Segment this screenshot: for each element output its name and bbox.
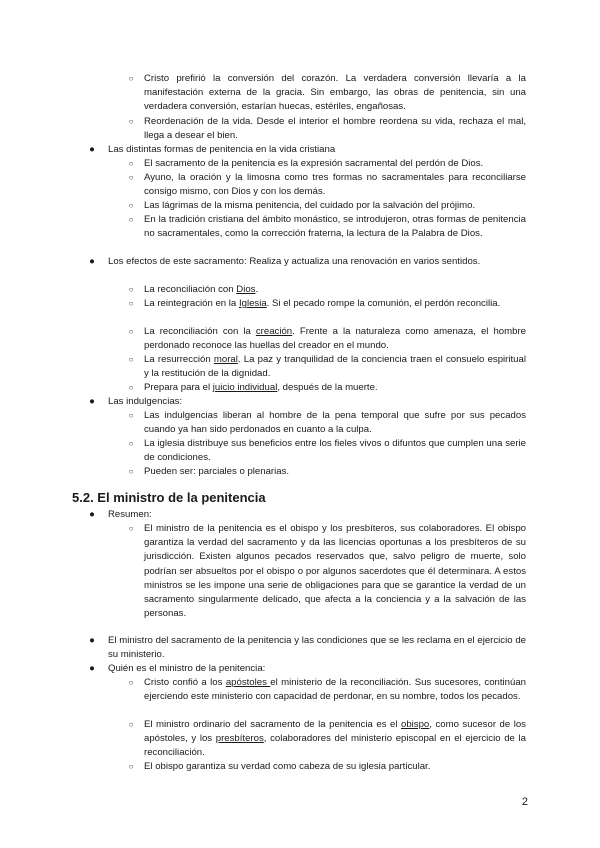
text-segment: , colaboradores del ministerio episcopal en el ejercicio de la reconciliación. [144, 733, 526, 759]
bullet-marker: ● [89, 509, 95, 520]
text-segment: . Frente a la naturaleza como amenaza, el hombre perdonado reconoce las huellas del creador en el mundo. [144, 326, 526, 352]
list-item-text [144, 718, 526, 761]
list-item-text: Los efectos de este sacramento: Realiza y actualiza una renovación en varios sentidos. [108, 256, 481, 267]
list-item-text [144, 325, 526, 353]
list-item-text: Pueden ser: parciales o plenarias. [144, 466, 290, 477]
bullet-marker: ○ [128, 355, 134, 364]
link-moral[interactable]: moral [213, 354, 238, 365]
bullet-marker: ○ [128, 74, 134, 83]
list-item-text [144, 353, 526, 381]
text-segment: el ministerio de la reconciliación. Sus sucesores, continúan ejerciendo este ministerio con capacidad de perdonar, en su nombre, todos los pecados. [144, 677, 527, 703]
text-segment: Cristo confió a los [144, 677, 226, 688]
bullet-marker: ○ [128, 439, 134, 448]
text-segment: Prepara para el [144, 382, 213, 393]
bullet-marker: ○ [128, 173, 134, 182]
bullet-marker: ○ [128, 159, 134, 168]
list-item-text: Resumen: [108, 509, 152, 520]
text-segment: , como sucesor de los apóstoles, y los [144, 719, 526, 745]
page-number: 2 [521, 796, 528, 808]
text-segment: La resurrección [144, 354, 214, 365]
bullet-marker: ● [89, 663, 95, 674]
bullet-marker: ● [89, 396, 95, 407]
bullet-marker: ● [89, 256, 95, 267]
link-presbiteros[interactable]: presbíteros [215, 733, 264, 745]
section-heading: 5.2. El ministro de la penitencia [72, 490, 266, 505]
link-iglesia[interactable]: Iglesia [238, 298, 267, 309]
list-item-text [144, 283, 526, 297]
text-segment: La reconciliación con [144, 284, 237, 295]
bullet-marker: ○ [128, 201, 134, 210]
link-creacion[interactable]: creación [255, 326, 293, 337]
link-apostoles[interactable]: apóstoles [225, 677, 271, 688]
text-segment: La reconciliación con la [144, 326, 256, 337]
bullet-marker: ○ [128, 285, 134, 294]
text-segment: . La paz y tranquilidad de la conciencia traen el consuelo espiritual y la restitución de la dignidad. [144, 354, 526, 380]
list-item-text: Las indulgencias liberan al hombre de la pena temporal que sufre por sus pecados cuando ya han sido perdonados en cuanto a la culpa. [144, 410, 526, 436]
bullet-marker: ○ [128, 299, 134, 308]
list-item-text: Las indulgencias: [108, 396, 183, 407]
bullet-marker: ○ [128, 411, 134, 420]
list-item-text: Quién es el ministro de la penitencia: [108, 663, 266, 674]
list-item-text: El ministro del sacramento de la penitencia y las condiciones que se les reclama en el ejercicio de su ministerio. [108, 635, 526, 661]
list-item-text: En la tradición cristiana del ámbito monástico, se introdujeron, otras formas de penitencia no sacramentales, como la corrección fraterna, la lectura de la Palabra de Dios. [144, 214, 526, 240]
bullet-marker: ● [89, 144, 95, 155]
bullet-marker: ● [89, 635, 95, 646]
bullet-marker: ○ [128, 215, 134, 224]
text-segment: . Si el pecado rompe la comunión, el perdón reconcilia. [266, 298, 501, 309]
bullet-marker: ○ [128, 720, 134, 729]
list-item-text [144, 676, 526, 704]
bullet-marker: ○ [128, 383, 134, 392]
list-item-text [144, 297, 526, 311]
list-item-text: Reordenación de la vida. Desde el interior el hombre reordena su vida, rechaza el mal, llega a desear el bien. [144, 116, 526, 142]
list-item-text: El sacramento de la penitencia es la expresión sacramental del perdón de Dios. [144, 158, 484, 169]
text-segment: La reintegración en la [144, 298, 239, 309]
bullet-marker: ○ [128, 762, 134, 771]
bullet-marker: ○ [128, 327, 134, 336]
bullet-marker: ○ [128, 117, 134, 126]
link-obispo[interactable]: obispo [400, 719, 430, 730]
list-item-text [144, 381, 526, 395]
bullet-marker: ○ [128, 467, 134, 476]
list-item-text: Las distintas formas de penitencia en la vida cristiana [108, 144, 336, 155]
text-segment: , después de la muerte. [277, 382, 378, 393]
list-item-text: El obispo garantiza su verdad como cabeza de su iglesia particular. [144, 761, 431, 772]
list-item-text: Ayuno, la oración y la limosna como tres formas no sacramentales para reconciliarse consigo mismo, con Dios y con los demás. [144, 172, 526, 198]
list-item-text: Cristo prefirió la conversión del corazón. La verdadera conversión llevaría a la manifestación externa de la gracia. Sin embargo, las obras de penitencia, sin una verdadera conversión, estarían huecas, estériles, engañosas. [144, 73, 526, 113]
list-item-text: El ministro de la penitencia es el obispo y los presbíteros, sus colaboradores. El obispo garantiza la verdad del sacramento y da las licencias oportunas a los presbíteros de su jurisdicción. Existen algunos pecados reservados que, salvo peligro de muerte, solo podrían ser absueltos por el obispo o por algunos sacerdotes que él determinara. A estos ministros se les impone una serie de obligaciones para que se garantice la verdad de un sacramento singularmente delicado, que afecta a la conciencia y a la salvación de las personas. [144, 523, 526, 620]
bullet-marker: ○ [128, 524, 134, 533]
list-item-text: La iglesia distribuye sus beneficios entre los fieles vivos o difuntos que cumplen una serie de condiciones. [144, 438, 526, 464]
list-item-text: Las lágrimas de la misma penitencia, del cuidado por la salvación del prójimo. [144, 200, 476, 211]
bullet-marker: ○ [128, 678, 134, 687]
text-segment: . [255, 284, 259, 295]
text-segment: El ministro ordinario del sacramento de la penitencia es el [144, 719, 401, 730]
link-dios[interactable]: Dios [236, 284, 256, 295]
link-juicio-individual[interactable]: juicio individual [212, 382, 278, 393]
